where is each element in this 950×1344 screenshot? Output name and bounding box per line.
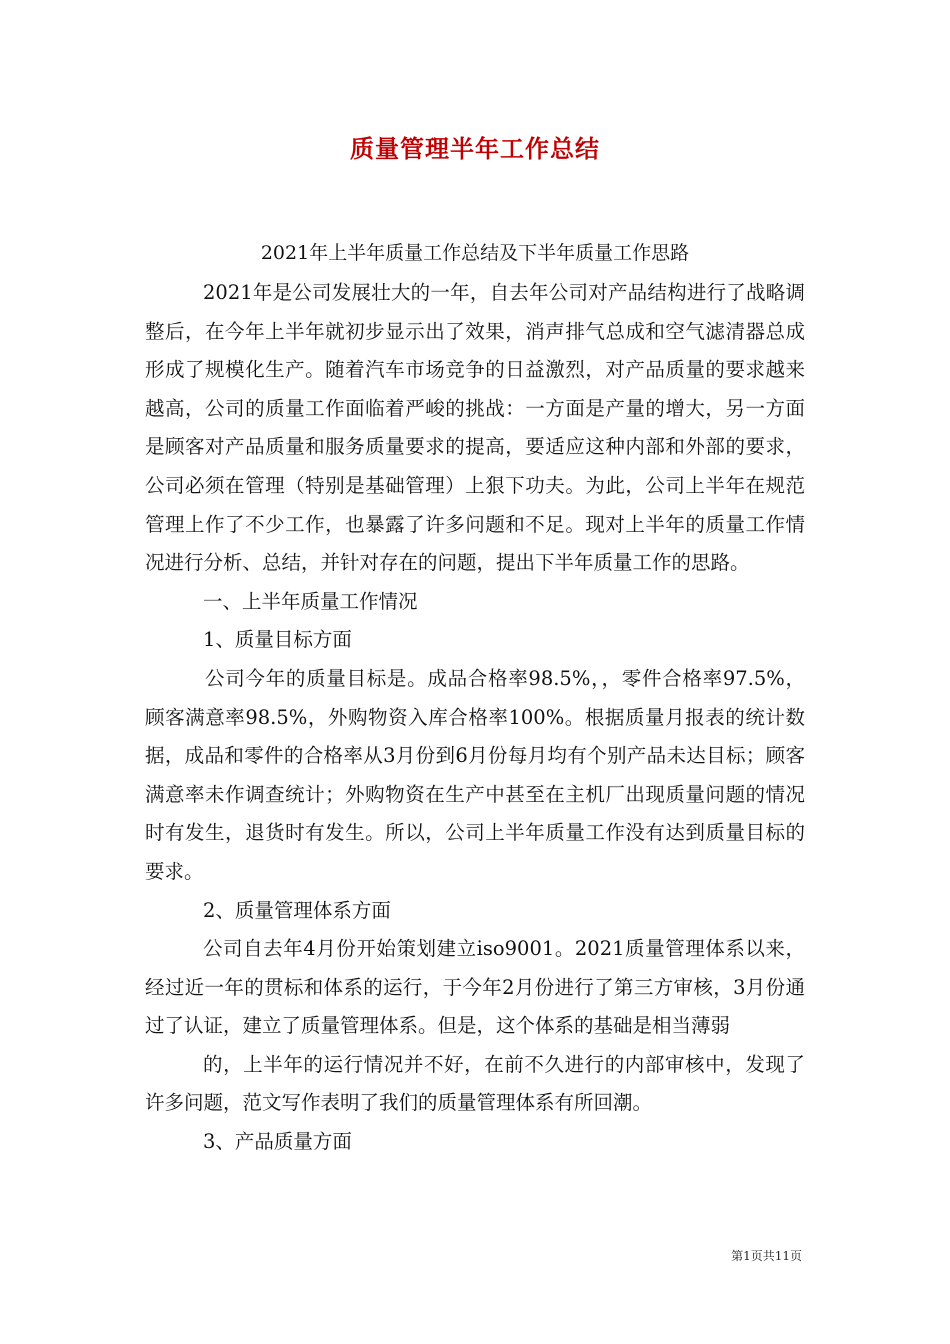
subsection-heading-2: 2、质量管理体系方面 [203, 898, 391, 922]
subsection-heading-1: 1、质量目标方面 [203, 628, 352, 652]
paragraph-management-system-continued: 的，上半年的运行情况并不好，在前不久进行的内部审核中，发现了许多问题，范文写作表明了我们的质量管理体系有所回潮。 [145, 1052, 805, 1115]
document-title: 质量管理半年工作总结 [350, 135, 600, 163]
paragraph-quality-goals: 公司今年的质量目标是。成品合格率98.5%，，零件合格率97.5%，顾客满意率98.5%，外购物资入库合格率100%。根据质量月报表的统计数据，成品和零件的合格率从3月份到6月份每月均有个别产品未达目标；顾客满意率未作调查统计；外购物资在生产中甚至在主机厂出现质量问题的情况时有发生，退货时有发生。所以，公司上半年质量工作没有达到质量目标的要求。 [145, 666, 805, 883]
paragraph-intro: 2021年是公司发展壮大的一年，自去年公司对产品结构进行了战略调整后，在今年上半年就初步显示出了效果，消声排气总成和空气滤清器总成形成了规模化生产。随着汽车市场竞争的日益激烈，对产品质量的要求越来越高，公司的质量工作面临着严峻的挑战：一方面是产量的增大，另一方面是顾客对产品质量和服务质量要求的提高，要适应这种内部和外部的要求，公司必须在管理（特别是基础管理）上狠下功夫。为此，公司上半年在规范管理上作了不少工作，也暴露了许多问题和不足。现对上半年的质量工作情况进行分析、总结，并针对存在的问题，提出下半年质量工作的思路。 [145, 281, 805, 575]
subsection-heading-3: 3、产品质量方面 [203, 1130, 352, 1154]
paragraph-management-system: 公司自去年4月份开始策划建立iso9001。2021质量管理体系以来，经过近一年的贯标和体系的运行，于今年2月份进行了第三方审核，3月份通过了认证，建立了质量管理体系。但是，这个体系的基础是相当薄弱 [145, 937, 805, 1038]
page-number-footer: 第1页共11页 [731, 1249, 802, 1263]
document-subtitle: 2021年上半年质量工作总结及下半年质量工作思路 [260, 242, 690, 264]
section-heading-1: 一、上半年质量工作情况 [203, 589, 418, 613]
document-body [145, 274, 805, 1162]
